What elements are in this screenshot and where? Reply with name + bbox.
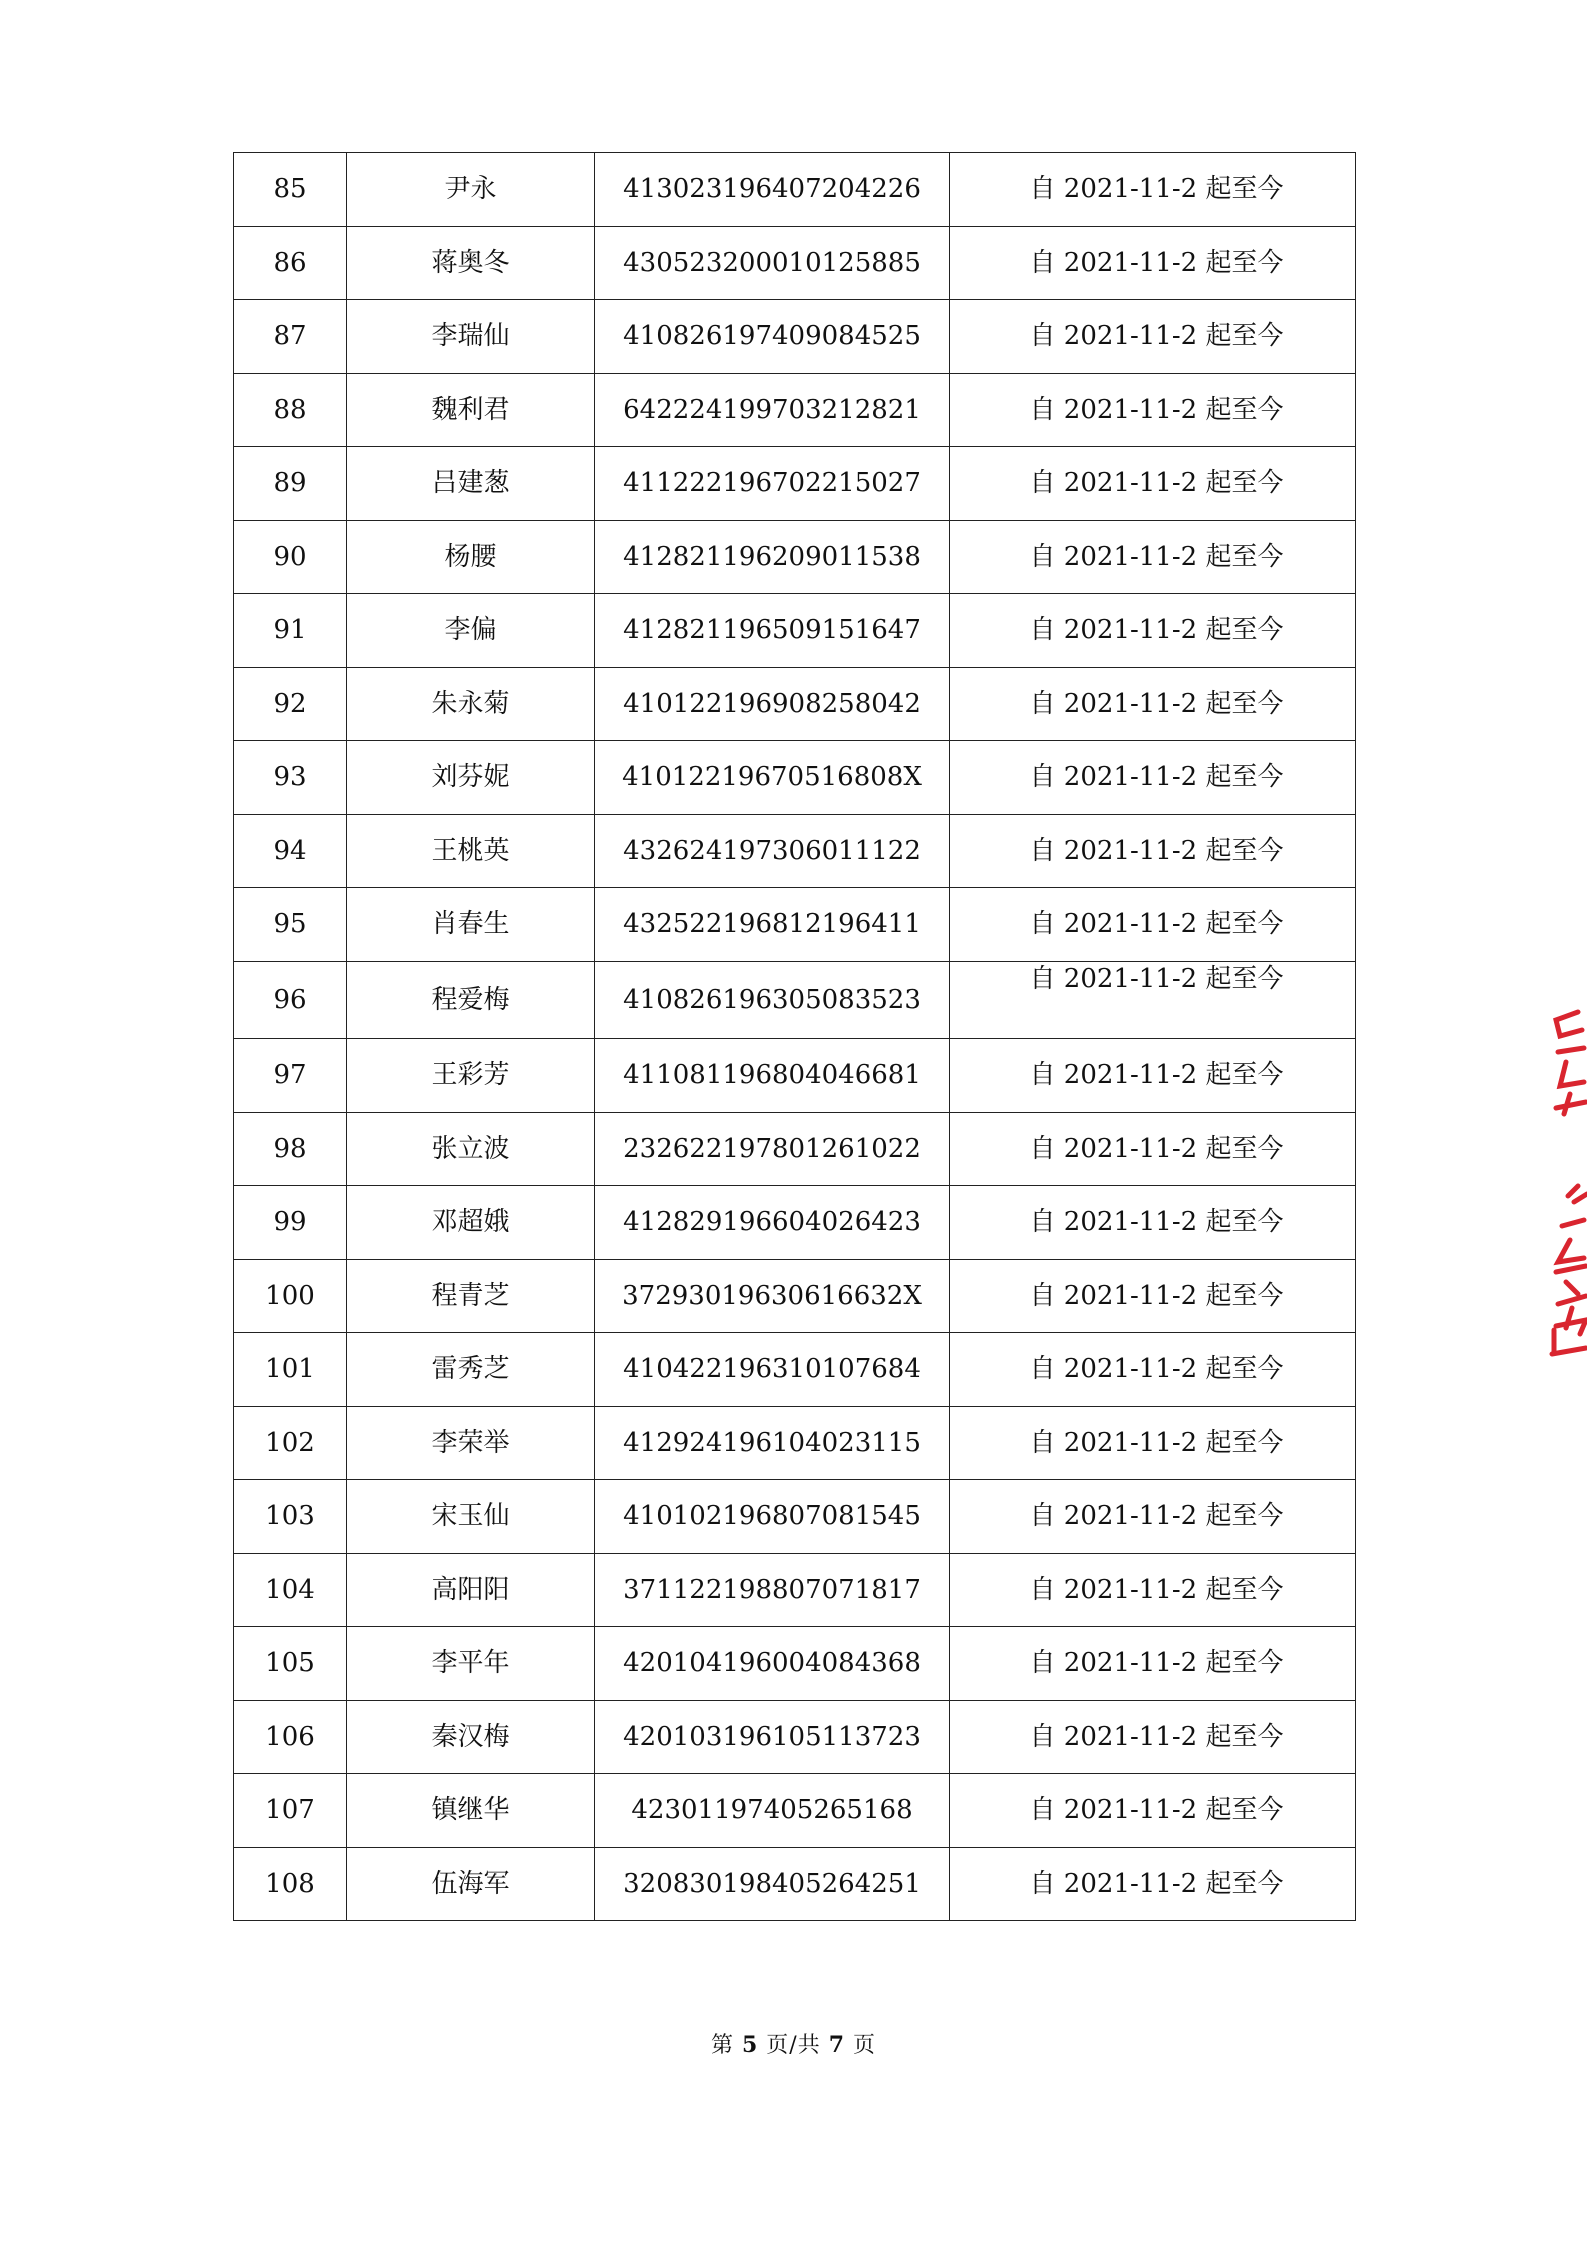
table-row bbox=[234, 594, 1356, 668]
row-number-cell: 89 bbox=[234, 447, 347, 521]
table-row bbox=[234, 667, 1356, 741]
row-number-cell: 94 bbox=[234, 814, 347, 888]
row-number-cell: 103 bbox=[234, 1480, 347, 1554]
table-row bbox=[234, 520, 1356, 594]
table-row bbox=[234, 300, 1356, 374]
name-cell: 李平年 bbox=[347, 1627, 595, 1701]
name-cell: 高阳阳 bbox=[347, 1553, 595, 1627]
table-row bbox=[234, 1406, 1356, 1480]
row-number-cell: 93 bbox=[234, 741, 347, 815]
row-number-cell: 101 bbox=[234, 1333, 347, 1407]
name-cell: 王彩芳 bbox=[347, 1039, 595, 1113]
row-number-cell: 108 bbox=[234, 1847, 347, 1921]
id-number-cell: 37293019630616632X bbox=[595, 1259, 950, 1333]
period-cell: 自 2021-11-2 起至今 bbox=[950, 300, 1356, 374]
table-row bbox=[234, 1774, 1356, 1848]
name-cell: 魏利君 bbox=[347, 373, 595, 447]
id-number-cell: 320830198405264251 bbox=[595, 1847, 950, 1921]
row-number-cell: 98 bbox=[234, 1112, 347, 1186]
name-cell: 李偏 bbox=[347, 594, 595, 668]
id-number-cell: 420103196105113723 bbox=[595, 1700, 950, 1774]
table-row bbox=[234, 373, 1356, 447]
period-cell: 自 2021-11-2 起至今 bbox=[950, 1259, 1356, 1333]
id-number-cell: 411222196702215027 bbox=[595, 447, 950, 521]
records-table-body bbox=[234, 153, 1356, 1921]
id-number-cell: 420104196004084368 bbox=[595, 1627, 950, 1701]
row-number-cell: 90 bbox=[234, 520, 347, 594]
table-row bbox=[234, 1039, 1356, 1113]
name-cell: 杨腰 bbox=[347, 520, 595, 594]
id-number-cell: 410826197409084525 bbox=[595, 300, 950, 374]
period-cell: 自 2021-11-2 起至今 bbox=[950, 1480, 1356, 1554]
red-seal-stamp bbox=[1548, 990, 1587, 1370]
table-row bbox=[234, 153, 1356, 227]
id-number-cell: 410122196908258042 bbox=[595, 667, 950, 741]
records-table bbox=[233, 152, 1356, 1921]
period-cell: 自 2021-11-2 起至今 bbox=[950, 447, 1356, 521]
table-row bbox=[234, 1112, 1356, 1186]
period-cell: 自 2021-11-2 起至今 bbox=[950, 373, 1356, 447]
name-cell: 蒋奥冬 bbox=[347, 226, 595, 300]
table-row bbox=[234, 888, 1356, 962]
period-cell: 自 2021-11-2 起至今 bbox=[950, 1039, 1356, 1113]
id-number-cell: 412829196604026423 bbox=[595, 1186, 950, 1260]
name-cell: 程青芝 bbox=[347, 1259, 595, 1333]
name-cell: 尹永 bbox=[347, 153, 595, 227]
total-pages-number: 7 bbox=[828, 2032, 846, 2058]
table-row bbox=[234, 1553, 1356, 1627]
table-row bbox=[234, 1480, 1356, 1554]
id-number-cell: 410422196310107684 bbox=[595, 1333, 950, 1407]
row-number-cell: 87 bbox=[234, 300, 347, 374]
period-cell: 自 2021-11-2 起至今 bbox=[950, 1553, 1356, 1627]
red-seal-icon bbox=[1548, 990, 1587, 1370]
period-cell: 自 2021-11-2 起至今 bbox=[950, 741, 1356, 815]
period-cell: 自 2021-11-2 起至今 bbox=[950, 520, 1356, 594]
period-cell: 自 2021-11-2 起至今 bbox=[950, 1700, 1356, 1774]
period-cell: 自 2021-11-2 起至今 bbox=[950, 1774, 1356, 1848]
period-cell: 自 2021-11-2 起至今 bbox=[950, 1186, 1356, 1260]
id-number-cell: 412821196209011538 bbox=[595, 520, 950, 594]
row-number-cell: 92 bbox=[234, 667, 347, 741]
name-cell: 镇继华 bbox=[347, 1774, 595, 1848]
period-cell: 自 2021-11-2 起至今 bbox=[950, 667, 1356, 741]
name-cell: 李荣举 bbox=[347, 1406, 595, 1480]
id-number-cell: 411081196804046681 bbox=[595, 1039, 950, 1113]
row-number-cell: 104 bbox=[234, 1553, 347, 1627]
table-row bbox=[234, 1259, 1356, 1333]
row-number-cell: 102 bbox=[234, 1406, 347, 1480]
period-cell: 自 2021-11-2 起至今 bbox=[950, 1406, 1356, 1480]
table-row bbox=[234, 226, 1356, 300]
page-footer-middle: 页/共 bbox=[766, 2033, 821, 2058]
id-number-cell: 432624197306011122 bbox=[595, 814, 950, 888]
name-cell: 肖春生 bbox=[347, 888, 595, 962]
row-number-cell: 105 bbox=[234, 1627, 347, 1701]
page-footer bbox=[0, 2028, 1587, 2059]
id-number-cell: 371122198807071817 bbox=[595, 1553, 950, 1627]
id-number-cell: 430523200010125885 bbox=[595, 226, 950, 300]
name-cell: 宋玉仙 bbox=[347, 1480, 595, 1554]
row-number-cell: 91 bbox=[234, 594, 347, 668]
row-number-cell: 97 bbox=[234, 1039, 347, 1113]
period-cell: 自 2021-11-2 起至今 bbox=[950, 888, 1356, 962]
current-page-number: 5 bbox=[741, 2032, 759, 2058]
name-cell: 邓超娥 bbox=[347, 1186, 595, 1260]
period-cell: 自 2021-11-2 起至今 bbox=[950, 226, 1356, 300]
table-row bbox=[234, 961, 1356, 1039]
name-cell: 程爱梅 bbox=[347, 961, 595, 1039]
name-cell: 秦汉梅 bbox=[347, 1700, 595, 1774]
table-row bbox=[234, 1700, 1356, 1774]
table-row bbox=[234, 1847, 1356, 1921]
name-cell: 王桃英 bbox=[347, 814, 595, 888]
period-cell: 自 2021-11-2 起至今 bbox=[950, 1847, 1356, 1921]
period-cell: 自 2021-11-2 起至今 bbox=[950, 961, 1356, 1039]
name-cell: 张立波 bbox=[347, 1112, 595, 1186]
page-footer-prefix: 第 bbox=[710, 2033, 734, 2058]
period-cell: 自 2021-11-2 起至今 bbox=[950, 1112, 1356, 1186]
name-cell: 李瑞仙 bbox=[347, 300, 595, 374]
row-number-cell: 99 bbox=[234, 1186, 347, 1260]
row-number-cell: 100 bbox=[234, 1259, 347, 1333]
name-cell: 雷秀芝 bbox=[347, 1333, 595, 1407]
name-cell: 刘芬妮 bbox=[347, 741, 595, 815]
period-cell: 自 2021-11-2 起至今 bbox=[950, 594, 1356, 668]
id-number-cell: 41012219670516808X bbox=[595, 741, 950, 815]
name-cell: 伍海军 bbox=[347, 1847, 595, 1921]
name-cell: 朱永菊 bbox=[347, 667, 595, 741]
row-number-cell: 85 bbox=[234, 153, 347, 227]
period-cell: 自 2021-11-2 起至今 bbox=[950, 814, 1356, 888]
id-number-cell: 410102196807081545 bbox=[595, 1480, 950, 1554]
row-number-cell: 86 bbox=[234, 226, 347, 300]
table-row bbox=[234, 1627, 1356, 1701]
row-number-cell: 95 bbox=[234, 888, 347, 962]
row-number-cell: 107 bbox=[234, 1774, 347, 1848]
id-number-cell: 412821196509151647 bbox=[595, 594, 950, 668]
id-number-cell: 432522196812196411 bbox=[595, 888, 950, 962]
id-number-cell: 42301197405265168 bbox=[595, 1774, 950, 1848]
period-cell: 自 2021-11-2 起至今 bbox=[950, 1333, 1356, 1407]
period-cell: 自 2021-11-2 起至今 bbox=[950, 1627, 1356, 1701]
id-number-cell: 232622197801261022 bbox=[595, 1112, 950, 1186]
id-number-cell: 412924196104023115 bbox=[595, 1406, 950, 1480]
row-number-cell: 106 bbox=[234, 1700, 347, 1774]
page-footer-suffix: 页 bbox=[853, 2033, 877, 2058]
table-row bbox=[234, 1186, 1356, 1260]
id-number-cell: 410826196305083523 bbox=[595, 961, 950, 1039]
row-number-cell: 96 bbox=[234, 961, 347, 1039]
name-cell: 吕建葱 bbox=[347, 447, 595, 521]
id-number-cell: 642224199703212821 bbox=[595, 373, 950, 447]
id-number-cell: 413023196407204226 bbox=[595, 153, 950, 227]
row-number-cell: 88 bbox=[234, 373, 347, 447]
table-row bbox=[234, 1333, 1356, 1407]
table-row bbox=[234, 814, 1356, 888]
table-row bbox=[234, 741, 1356, 815]
table-row bbox=[234, 447, 1356, 521]
period-cell: 自 2021-11-2 起至今 bbox=[950, 153, 1356, 227]
